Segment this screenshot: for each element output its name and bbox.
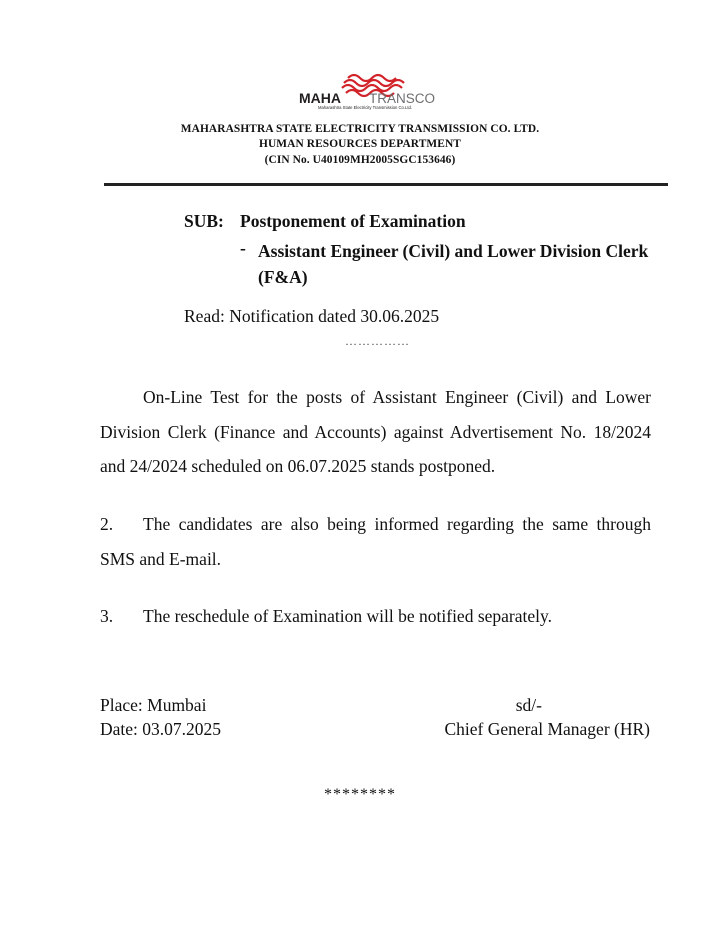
logo-brand-light: TRANSCO [369, 91, 436, 106]
place-date-block [100, 693, 221, 741]
logo-tagline: Maharashtra State Electricity Transmission Co.Ltd. [318, 105, 413, 110]
paragraph-3-number: 3. [100, 606, 114, 626]
end-marks: ******** [324, 786, 396, 803]
header-divider [104, 183, 668, 186]
paragraph-1: On-Line Test for the posts of Assistant Engineer (Civil) and Lower Division Clerk (Finance and Accounts) against Advertisement No. 18/2024 and 24/2024 scheduled on 06.07.2025 stands postponed. [100, 387, 651, 476]
subject-detail: Assistant Engineer (Civil) and Lower Division Clerk (F&A) [258, 241, 649, 287]
subject-label: SUB: [184, 211, 224, 231]
date: Date: 03.07.2025 [100, 719, 222, 739]
reference-line: Read: Notification dated 30.06.2025 [184, 306, 440, 326]
cin-number: (CIN No. U40109MH2005SGC153646) [264, 154, 456, 166]
signed-mark: sd/- [515, 695, 542, 715]
place: Place: Mumbai [100, 695, 207, 715]
paragraph-3-text: The reschedule of Examination will be notified separately. [143, 606, 552, 626]
department-name: HUMAN RESOURCES DEPARTMENT [259, 138, 461, 150]
signature-block [444, 693, 650, 741]
subject-line [184, 211, 466, 232]
dotted-separator: …………… [345, 334, 410, 348]
paragraph-3 [100, 599, 651, 634]
mahatransco-logo [296, 68, 454, 110]
paragraph-2-text: The candidates are also being informed regarding the same through SMS and E-mail. [100, 514, 651, 569]
logo-brand-bold: MAHA [299, 90, 341, 106]
subject-dash: - [240, 238, 246, 258]
signatory-title: Chief General Manager (HR) [444, 719, 650, 739]
paragraph-2-number: 2. [100, 514, 114, 534]
subject-title: Postponement of Examination [240, 211, 466, 231]
company-name: MAHARASHTRA STATE ELECTRICITY TRANSMISSION CO. LTD. [180, 123, 540, 135]
paragraph-2 [100, 507, 651, 576]
logo-graphic [296, 68, 454, 110]
